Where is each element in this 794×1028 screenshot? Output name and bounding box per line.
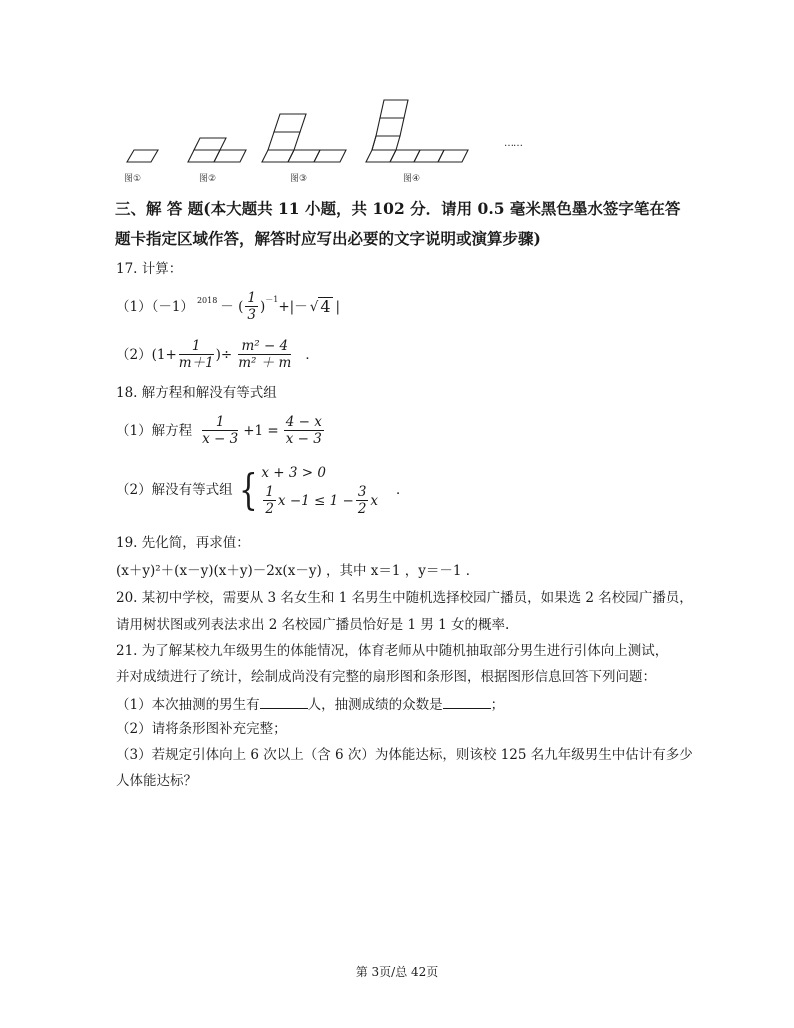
q17-p1-close-paren: )	[259, 298, 266, 315]
q17-p1-prefix: （1）（－1）	[116, 298, 194, 315]
q17-p2-frac2-num: m² − 4	[238, 338, 291, 355]
q17-p1-end: |	[335, 298, 341, 315]
q18-p2-row2-end: x	[370, 492, 379, 509]
q17-p2-frac2-den: m² ＋ m	[238, 355, 292, 371]
q18-p1-fraction2	[284, 414, 324, 447]
q21-part1	[116, 694, 504, 714]
figures-ellipsis: ……	[504, 138, 522, 149]
q21-line1: 21. 为了解某校九年级男生的体能情况，体育老师从中随机抽取部分男生进行引体向上测试，	[116, 643, 669, 659]
q18-p1-mid: +1 =	[243, 422, 279, 439]
section-title-line2: 题卡指定区域作答，解答时应写出必要的文字说明或演算步骤)	[115, 229, 541, 248]
q21-line2: 并对成绩进行了统计，绘制成尚没有完整的扇形图和条形图，根据图形信息回答下列问题：	[116, 669, 656, 685]
q21-part3-line1: （3）若规定引体向上 6 次以上（含 6 次）为体能达标，则该校 125 名九年级男生中估计有多少	[116, 747, 693, 763]
q18-p1-frac2-den: x − 3	[285, 431, 322, 447]
figure-4-shape	[366, 100, 468, 162]
q21-part2: （2）请将条形图补充完整；	[116, 721, 287, 737]
q17-p1-exp2: －1	[265, 294, 279, 304]
figure-3-caption: 图③	[290, 174, 308, 184]
q17-p2-end: ．	[305, 346, 319, 363]
q18-p2-frac-a	[263, 484, 276, 517]
section-title-line1: 三、解 答 题(本大题共 11 小题，共 102 分．请用 0.5 毫米黑色墨水签字笔在答	[115, 199, 681, 218]
q17-p2-mid: )÷	[215, 346, 233, 363]
q17-p1-minus: － (	[220, 298, 244, 315]
q18-p1-prefix: （1）解方程	[116, 422, 193, 439]
q18-p2-frac-b	[356, 484, 369, 517]
q17-p1-fraction	[245, 290, 258, 323]
figure-3-shape	[262, 114, 346, 162]
q18-p1-fraction1	[202, 414, 238, 447]
figure-2-caption: 图②	[199, 174, 217, 184]
q17-p1-frac-num: 1	[247, 290, 256, 306]
q18-part2	[116, 462, 410, 517]
brace-icon: {	[238, 464, 258, 514]
figure-1-shape	[127, 150, 158, 162]
q20-line1: 20. 某初中学校，需要从 3 名女生和 1 名男生中随机选择校园广播员，如果选 2 名校园广播员，	[116, 590, 693, 606]
q21-p1-c: ；	[490, 697, 505, 713]
q21-answer-blank-1	[260, 694, 308, 709]
q21-answer-blank-2	[443, 694, 491, 709]
q18-p2-frac-b-num: 3	[357, 484, 367, 500]
q18-p1-frac2-num: 4 − x	[285, 414, 322, 430]
q18-p2-row2	[261, 484, 378, 517]
q17-p2-frac1-den: m＋1	[178, 355, 214, 371]
q19-title: 19. 先化简，再求值：	[116, 535, 250, 551]
q17-p1-frac-den: 3	[247, 307, 256, 323]
q17-part2	[116, 338, 319, 371]
q20-line2: 请用树状图或列表法求出 2 名校园广播员恰好是 1 男 1 女的概率.	[116, 617, 510, 633]
figure-2-shape	[188, 138, 246, 162]
q18-p2-frac-a-num: 1	[265, 484, 274, 500]
q18-p2-system	[261, 462, 378, 517]
q18-p2-frac-a-den: 2	[265, 501, 274, 517]
q17-p2-fraction1	[179, 338, 214, 371]
q18-p2-row2-mid: x −1 ≤ 1 −	[277, 492, 354, 509]
q17-part1	[116, 290, 340, 323]
q18-part1	[116, 414, 326, 447]
q17-title: 17. 计算：	[116, 261, 183, 277]
q21-p1-b: 人，抽测成绩的众数是	[307, 697, 443, 713]
q18-p2-row1: x + 3 > 0	[261, 465, 326, 481]
q17-p1-exp1: 2018	[196, 295, 218, 305]
figure-4-caption: 图④	[403, 174, 421, 184]
q17-p2-prefix: （2）(1+	[116, 346, 177, 363]
q17-p1-sqrt-val: 4	[320, 297, 331, 316]
q17-p2-frac1-num: 1	[179, 338, 214, 355]
q17-p2-fraction2	[238, 338, 291, 371]
q19-expression: (x＋y)²＋(x－y)(x＋y)－2x(x－y) ，其中 x＝1 ，y＝－1 ．	[116, 563, 480, 579]
figure-1-caption: 图①	[124, 174, 142, 184]
q18-p2-frac-b-den: 2	[357, 501, 367, 517]
q18-p1-frac1-num: 1	[202, 414, 238, 431]
q17-p1-tail: +|－	[278, 298, 308, 315]
q18-p2-prefix: （2）解没有等式组	[116, 481, 233, 498]
q18-p1-frac1-den: x − 3	[202, 431, 239, 447]
q18-title: 18. 解方程和解没有等式组	[116, 385, 277, 401]
q21-p1-a: （1）本次抽测的男生有	[116, 697, 260, 713]
q21-part3-line2: 人体能达标？	[116, 773, 197, 789]
q18-p2-end: ．	[396, 481, 410, 498]
pattern-figures	[110, 94, 530, 188]
page-footer: 第 3页/总 42页	[355, 965, 439, 979]
sqrt-icon: √	[309, 298, 319, 315]
